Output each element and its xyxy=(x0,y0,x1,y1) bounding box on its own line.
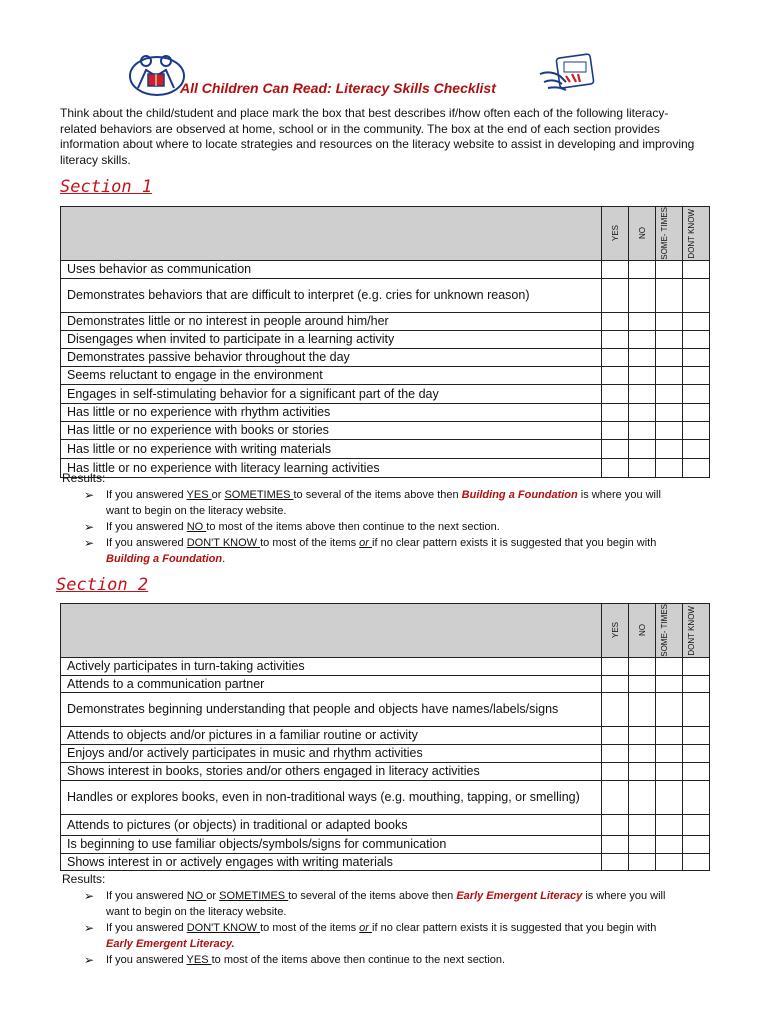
building-a-foundation-link[interactable]: Building a Foundation xyxy=(461,489,578,501)
checkbox-yes[interactable] xyxy=(602,853,629,870)
checklist-item-label: Seems reluctant to engage in the environment xyxy=(61,366,602,384)
checkbox-yes[interactable] xyxy=(602,421,629,439)
text: or xyxy=(206,890,220,902)
checkbox-yes[interactable] xyxy=(602,780,629,814)
early-emergent-literacy-link[interactable]: Early Emergent Literacy. xyxy=(106,938,235,950)
checkbox-no[interactable] xyxy=(629,330,656,348)
answer-yes: YES xyxy=(186,489,212,501)
col-sometimes xyxy=(656,207,683,261)
checkbox-dont-know[interactable] xyxy=(683,312,710,330)
answer-dont-know: DON'T KNOW xyxy=(186,922,261,934)
text: is where you will want to begin on the literacy website. xyxy=(106,489,661,517)
checkbox-yes[interactable] xyxy=(602,260,629,278)
text: if no clear pattern exists it is suggested that you begin with xyxy=(372,537,657,549)
text: if no clear pattern exists it is suggested that you begin with xyxy=(372,922,657,934)
checkbox-sometimes[interactable] xyxy=(656,726,683,744)
text: . xyxy=(222,553,226,565)
hands-on-keyboard-icon xyxy=(536,52,598,92)
answer-yes: YES xyxy=(186,954,212,966)
section-1-result-2 xyxy=(84,519,684,535)
text: If you answered xyxy=(106,521,187,533)
section-2-results xyxy=(84,888,684,968)
checkbox-sometimes[interactable] xyxy=(656,421,683,439)
checkbox-no[interactable] xyxy=(629,312,656,330)
checkbox-sometimes[interactable] xyxy=(656,692,683,726)
checklist-item-label: Has little or no experience with books or stories xyxy=(61,421,602,439)
checkbox-yes[interactable] xyxy=(602,657,629,675)
checklist-row xyxy=(61,403,710,421)
table-header-blank xyxy=(61,207,602,261)
checklist-row xyxy=(61,458,710,477)
checkbox-sometimes[interactable] xyxy=(656,366,683,384)
checklist-item-label: Actively participates in turn-taking activities xyxy=(61,657,602,675)
checklist-row xyxy=(61,657,710,675)
checkbox-yes[interactable] xyxy=(602,458,629,477)
building-a-foundation-link[interactable]: Building a Foundation xyxy=(106,553,223,565)
checklist-row xyxy=(61,780,710,814)
checkbox-no[interactable] xyxy=(629,421,656,439)
checkbox-yes[interactable] xyxy=(602,348,629,366)
checklist-item-label: Enjoys and/or actively participates in music and rhythm activities xyxy=(61,744,602,762)
col-sometimes xyxy=(656,604,683,658)
col-dont-know-label: DONT KNOW xyxy=(687,208,696,259)
checkbox-yes[interactable] xyxy=(602,744,629,762)
checkbox-dont-know[interactable] xyxy=(683,278,710,312)
checklist-row xyxy=(61,744,710,762)
checkbox-yes[interactable] xyxy=(602,726,629,744)
answer-sometimes: SOMETIMES xyxy=(224,489,294,501)
checkbox-no[interactable] xyxy=(629,692,656,726)
section-1-title: Section 1 xyxy=(60,177,153,197)
col-dont-know xyxy=(683,207,710,261)
section-1-result-1 xyxy=(84,487,684,519)
section-1-results-label: Results: xyxy=(62,471,106,485)
col-sometimes-label: SOME- TIMES xyxy=(660,207,669,260)
page-header xyxy=(0,44,768,104)
checkbox-dont-know[interactable] xyxy=(683,260,710,278)
checklist-row xyxy=(61,692,710,726)
answer-no: NO xyxy=(186,890,207,902)
checkbox-no[interactable] xyxy=(629,384,656,403)
checkbox-dont-know[interactable] xyxy=(683,439,710,458)
section-1-result-3 xyxy=(84,535,684,567)
section-2-result-1 xyxy=(84,888,684,920)
checkbox-sometimes[interactable] xyxy=(656,278,683,312)
checklist-item-label: Demonstrates behaviors that are difficult to interpret (e.g. cries for unknown reason) xyxy=(61,278,602,312)
checkbox-yes[interactable] xyxy=(602,312,629,330)
checklist-row xyxy=(61,814,710,835)
checkbox-dont-know[interactable] xyxy=(683,330,710,348)
checklist-row xyxy=(61,675,710,692)
checkbox-yes[interactable] xyxy=(602,692,629,726)
checklist-item-label: Shows interest in books, stories and/or others engaged in literacy activities xyxy=(61,762,602,780)
checklist-row xyxy=(61,439,710,458)
col-dont-know-label: DONT KNOW xyxy=(687,605,696,656)
checklist-item-label: Has little or no experience with writing materials xyxy=(61,439,602,458)
checkbox-no[interactable] xyxy=(629,278,656,312)
checklist-row xyxy=(61,330,710,348)
checkbox-sometimes[interactable] xyxy=(656,657,683,675)
checkbox-sometimes[interactable] xyxy=(656,384,683,403)
checklist-item-label: Uses behavior as communication xyxy=(61,260,602,278)
text: is where you will want to begin on the literacy website. xyxy=(106,890,666,918)
checkbox-sometimes[interactable] xyxy=(656,762,683,780)
section-2-table xyxy=(60,603,710,871)
checkbox-dont-know[interactable] xyxy=(683,657,710,675)
checkbox-yes[interactable] xyxy=(602,439,629,458)
checkbox-yes[interactable] xyxy=(602,814,629,835)
checkbox-dont-know[interactable] xyxy=(683,780,710,814)
checkbox-dont-know[interactable] xyxy=(683,366,710,384)
text: or xyxy=(211,489,225,501)
text: to most of the items above then continue to the next section. xyxy=(211,954,506,966)
checkbox-sometimes[interactable] xyxy=(656,835,683,853)
checklist-row xyxy=(61,348,710,366)
answer-dont-know: DON'T KNOW xyxy=(186,537,261,549)
checklist-item-label: Has little or no experience with rhythm activities xyxy=(61,403,602,421)
checkbox-no[interactable] xyxy=(629,835,656,853)
checkbox-dont-know[interactable] xyxy=(683,744,710,762)
checklist-row xyxy=(61,421,710,439)
text: to several of the items above then xyxy=(288,890,457,902)
checkbox-sometimes[interactable] xyxy=(656,853,683,870)
checklist-item-label: Handles or explores books, even in non-traditional ways (e.g. mouthing, tapping, or smelling) xyxy=(61,780,602,814)
checkbox-dont-know[interactable] xyxy=(683,762,710,780)
reading-children-logo-icon xyxy=(128,50,186,98)
col-no-label: NO xyxy=(637,624,647,637)
checkbox-sometimes[interactable] xyxy=(656,312,683,330)
checklist-row xyxy=(61,762,710,780)
checkbox-yes[interactable] xyxy=(602,762,629,780)
checkbox-dont-know[interactable] xyxy=(683,814,710,835)
text: If you answered xyxy=(106,537,187,549)
checkbox-dont-know[interactable] xyxy=(683,853,710,870)
text: If you answered xyxy=(106,489,187,501)
checkbox-sometimes[interactable] xyxy=(656,780,683,814)
checkbox-no[interactable] xyxy=(629,780,656,814)
section-2-result-2 xyxy=(84,920,684,952)
page-title: All Children Can Read: Literacy Skills Checklist xyxy=(180,80,496,96)
checkbox-no[interactable] xyxy=(629,853,656,870)
checkbox-sometimes[interactable] xyxy=(656,675,683,692)
section-2-result-3 xyxy=(84,952,684,968)
text: If you answered xyxy=(106,954,187,966)
checklist-row xyxy=(61,835,710,853)
table-header-blank xyxy=(61,604,602,658)
checkbox-sometimes[interactable] xyxy=(656,439,683,458)
checkbox-dont-know[interactable] xyxy=(683,348,710,366)
text: to most of the items xyxy=(260,537,360,549)
checkbox-yes[interactable] xyxy=(602,330,629,348)
col-yes-label: YES xyxy=(610,622,620,639)
section-1-results xyxy=(84,487,684,567)
checkbox-no[interactable] xyxy=(629,675,656,692)
checklist-row xyxy=(61,366,710,384)
checkbox-sometimes[interactable] xyxy=(656,744,683,762)
checkbox-no[interactable] xyxy=(629,744,656,762)
checklist-item-label: Demonstrates passive behavior throughout the day xyxy=(61,348,602,366)
checkbox-no[interactable] xyxy=(629,403,656,421)
checkbox-dont-know[interactable] xyxy=(683,421,710,439)
checkbox-dont-know[interactable] xyxy=(683,726,710,744)
col-yes xyxy=(602,207,629,261)
checklist-item-label: Disengages when invited to participate in a learning activity xyxy=(61,330,602,348)
section-2-results-label: Results: xyxy=(62,872,106,886)
checklist-row xyxy=(61,853,710,870)
checkbox-sometimes[interactable] xyxy=(656,330,683,348)
checkbox-yes[interactable] xyxy=(602,835,629,853)
checklist-row xyxy=(61,260,710,278)
checkbox-no[interactable] xyxy=(629,762,656,780)
text: If you answered xyxy=(106,922,187,934)
checklist-item-label: Shows interest in or actively engages with writing materials xyxy=(61,853,602,870)
checkbox-no[interactable] xyxy=(629,458,656,477)
checkbox-no[interactable] xyxy=(629,439,656,458)
checkbox-yes[interactable] xyxy=(602,278,629,312)
answer-no: NO xyxy=(186,521,207,533)
checklist-item-label: Has little or no experience with literacy learning activities xyxy=(61,458,602,477)
checkbox-sometimes[interactable] xyxy=(656,458,683,477)
checkbox-sometimes[interactable] xyxy=(656,403,683,421)
checklist-row xyxy=(61,312,710,330)
checklist-item-label: Demonstrates beginning understanding that people and objects have names/labels/signs xyxy=(61,692,602,726)
checkbox-yes[interactable] xyxy=(602,675,629,692)
checkbox-sometimes[interactable] xyxy=(656,814,683,835)
section-2-title: Section 2 xyxy=(56,575,149,595)
checkbox-no[interactable] xyxy=(629,260,656,278)
checkbox-dont-know[interactable] xyxy=(683,403,710,421)
col-yes xyxy=(602,604,629,658)
checklist-item-label: Is beginning to use familiar objects/symbols/signs for communication xyxy=(61,835,602,853)
checklist-row xyxy=(61,726,710,744)
checkbox-dont-know[interactable] xyxy=(683,692,710,726)
col-no xyxy=(629,604,656,658)
checkbox-no[interactable] xyxy=(629,657,656,675)
checkbox-no[interactable] xyxy=(629,366,656,384)
checkbox-no[interactable] xyxy=(629,348,656,366)
checkbox-dont-know[interactable] xyxy=(683,675,710,692)
text: to several of the items above then xyxy=(293,489,462,501)
checkbox-no[interactable] xyxy=(629,814,656,835)
checklist-item-label: Demonstrates little or no interest in people around him/her xyxy=(61,312,602,330)
checkbox-yes[interactable] xyxy=(602,366,629,384)
section-1-table xyxy=(60,206,710,478)
col-dont-know xyxy=(683,604,710,658)
checklist-item-label: Engages in self-stimulating behavior for a significant part of the day xyxy=(61,384,602,403)
checkbox-sometimes[interactable] xyxy=(656,260,683,278)
or-emphasis: or xyxy=(359,922,373,934)
checkbox-no[interactable] xyxy=(629,726,656,744)
text: If you answered xyxy=(106,890,187,902)
text: to most of the items above then continue to the next section. xyxy=(206,521,500,533)
intro-paragraph: Think about the child/student and place mark the box that best describes if/how often each of the following literacy-related behaviors are observed at home, school or in the community. The box at the end of each section provides information about where to locate strategies and resources on the literacy website to assist in developing and improving literacy skills. xyxy=(60,106,695,167)
checklist-item-label: Attends to a communication partner xyxy=(61,675,602,692)
answer-sometimes: SOMETIMES xyxy=(219,890,289,902)
checklist-item-label: Attends to objects and/or pictures in a familiar routine or activity xyxy=(61,726,602,744)
checkbox-yes[interactable] xyxy=(602,403,629,421)
checkbox-dont-know[interactable] xyxy=(683,458,710,477)
checklist-row xyxy=(61,384,710,403)
checkbox-yes[interactable] xyxy=(602,384,629,403)
checkbox-dont-know[interactable] xyxy=(683,835,710,853)
checkbox-sometimes[interactable] xyxy=(656,348,683,366)
col-no xyxy=(629,207,656,261)
col-yes-label: YES xyxy=(610,225,620,242)
text: to most of the items xyxy=(260,922,360,934)
checklist-row xyxy=(61,278,710,312)
checklist-item-label: Attends to pictures (or objects) in traditional or adapted books xyxy=(61,814,602,835)
early-emergent-literacy-link[interactable]: Early Emergent Literacy xyxy=(456,890,583,902)
or-emphasis: or xyxy=(359,537,373,549)
col-no-label: NO xyxy=(637,227,647,240)
col-sometimes-label: SOME- TIMES xyxy=(660,604,669,657)
checkbox-dont-know[interactable] xyxy=(683,384,710,403)
